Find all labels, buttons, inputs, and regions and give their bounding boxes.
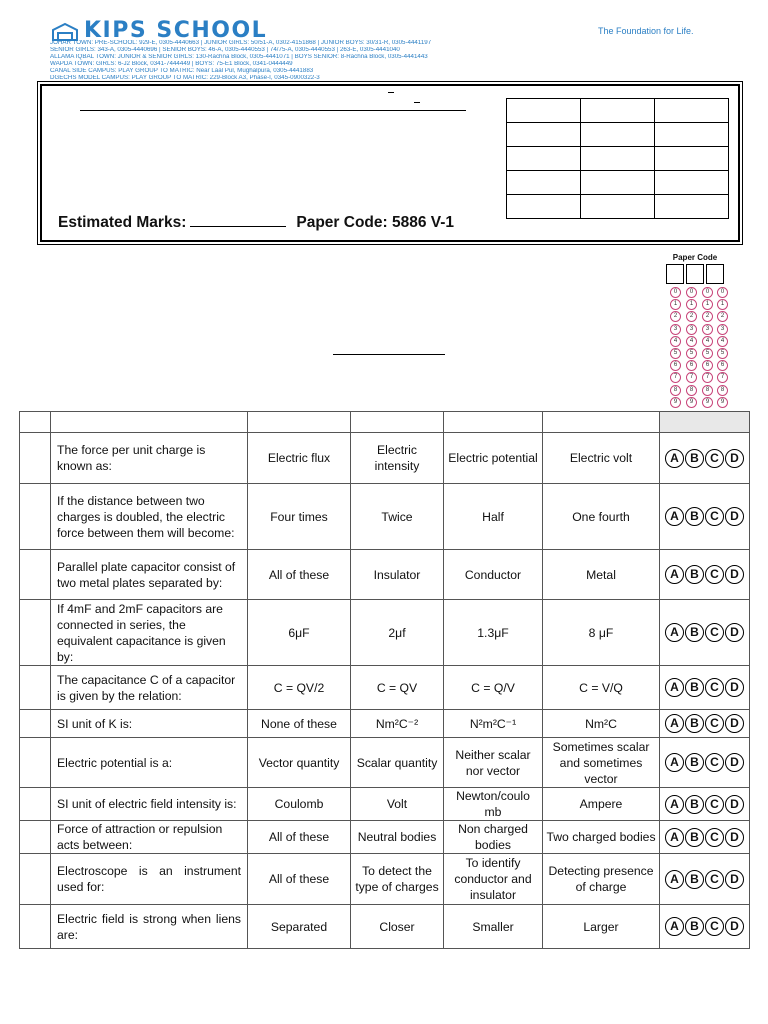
paper-code-bubble[interactable]: 1 xyxy=(717,299,728,310)
option-d: Detecting presence of charge xyxy=(543,854,660,905)
answer-bubble-d[interactable]: D xyxy=(725,507,744,526)
paper-code-bubble[interactable]: 9 xyxy=(717,397,728,408)
estimated-marks-blank[interactable] xyxy=(190,226,286,227)
answer-bubbles xyxy=(660,666,750,710)
paper-code-bubble[interactable]: 6 xyxy=(670,360,681,371)
question-text: If the distance between two charges is doubled, the electric force between them will become: xyxy=(51,484,248,550)
option-b: Scalar quantity xyxy=(351,738,444,788)
question-row xyxy=(20,738,750,788)
answer-bubble-a[interactable]: A xyxy=(665,917,684,936)
option-b: Volt xyxy=(351,788,444,821)
option-b: To detect the type of charges xyxy=(351,854,444,905)
answer-bubble-a[interactable]: A xyxy=(665,753,684,772)
answer-bubble-c[interactable]: C xyxy=(705,753,724,772)
answer-bubble-d[interactable]: D xyxy=(725,565,744,584)
paper-code-bubble[interactable]: 8 xyxy=(717,385,728,396)
answer-bubble-b[interactable]: B xyxy=(685,753,704,772)
answer-bubble-a[interactable]: A xyxy=(665,828,684,847)
option-a: All of these xyxy=(248,821,351,854)
paper-code-bubble[interactable]: 7 xyxy=(717,372,728,383)
paper-code-bubble[interactable]: 5 xyxy=(717,348,728,359)
question-text: If 4mF and 2mF capacitors are connected in series, the equivalent capacitance is given by: xyxy=(51,600,248,666)
option-d: Sometimes scalar and sometimes vector xyxy=(543,738,660,788)
mcq-table xyxy=(19,411,750,949)
answer-bubble-a[interactable]: A xyxy=(665,678,684,697)
question-row xyxy=(20,710,750,738)
divider xyxy=(414,102,420,103)
answer-bubbles xyxy=(660,738,750,788)
paper-code-bubble[interactable]: 6 xyxy=(702,360,713,371)
option-b: Twice xyxy=(351,484,444,550)
answer-bubble-b[interactable]: B xyxy=(685,714,704,733)
question-row xyxy=(20,905,750,949)
answer-bubble-c[interactable]: C xyxy=(705,623,724,642)
answer-bubbles xyxy=(660,821,750,854)
question-number-cell xyxy=(20,666,51,710)
paper-code-label: Paper Code: 5886 V-1 xyxy=(296,214,455,231)
option-c: Neither scalar nor vector xyxy=(444,738,543,788)
answer-bubble-c[interactable]: C xyxy=(705,828,724,847)
option-a: Vector quantity xyxy=(248,738,351,788)
paper-code-bubble[interactable]: 5 xyxy=(686,348,697,359)
option-d: 8 μF xyxy=(543,600,660,666)
address-line: ALLAMA IQBAL TOWN: JUNIOR & SENIOR GIRLS: 130-Rachna Block, 0305-4441071 | BOYS SENIOR: 8-Rachna Block, 0305-4441443 xyxy=(50,54,428,60)
answer-bubble-b[interactable]: B xyxy=(685,678,704,697)
option-b: 2μf xyxy=(351,600,444,666)
answer-bubble-a[interactable]: A xyxy=(665,449,684,468)
paper-code-bubble[interactable]: 7 xyxy=(686,372,697,383)
option-b: Insulator xyxy=(351,550,444,600)
question-text: Force of attraction or repulsion acts between: xyxy=(51,821,248,854)
paper-code-bubble[interactable]: 5 xyxy=(670,348,681,359)
answer-bubbles xyxy=(660,710,750,738)
paper-code-bubble[interactable]: 1 xyxy=(702,299,713,310)
address-line: DGECHS MODEL CAMPUS: PLAY GROUP TO MATRIC: 229-Block A3, Phase-I, 0345-0900322-3 xyxy=(50,75,320,81)
option-a: C = QV/2 xyxy=(248,666,351,710)
option-c: C = Q/V xyxy=(444,666,543,710)
paper-code-bubble[interactable]: 1 xyxy=(670,299,681,310)
paper-code-bubble[interactable]: 0 xyxy=(670,287,681,298)
question-number-cell xyxy=(20,821,51,854)
option-d: Metal xyxy=(543,550,660,600)
table-header-row xyxy=(20,412,750,433)
paper-code-digit-box[interactable] xyxy=(686,264,704,284)
paper-code-bubble[interactable]: 2 xyxy=(717,311,728,322)
answer-bubble-d[interactable]: D xyxy=(725,828,744,847)
paper-code-bubble[interactable]: 2 xyxy=(686,311,697,322)
address-line: CANAL SIDE CAMPUS: PLAY GROUP TO MATRIC: Near Laal Pul, Mughalpura, 0305-4441883 xyxy=(50,68,314,74)
paper-code-bubble[interactable]: 7 xyxy=(702,372,713,383)
option-d: Two charged bodies xyxy=(543,821,660,854)
answer-bubble-c[interactable]: C xyxy=(705,795,724,814)
student-info-box xyxy=(40,84,740,242)
question-text: SI unit of K is: xyxy=(51,710,248,738)
answer-bubble-d[interactable]: D xyxy=(725,753,744,772)
school-name: KIPS SCHOOL xyxy=(84,18,268,43)
answer-bubble-a[interactable]: A xyxy=(665,714,684,733)
option-d: Nm²C xyxy=(543,710,660,738)
question-number-cell xyxy=(20,550,51,600)
option-b: Closer xyxy=(351,905,444,949)
answer-bubble-a[interactable]: A xyxy=(665,623,684,642)
option-d: Electric volt xyxy=(543,433,660,484)
paper-code-bubble[interactable]: 9 xyxy=(670,397,681,408)
paper-code-bubble[interactable]: 9 xyxy=(686,397,697,408)
school-logo-icon xyxy=(50,22,80,42)
option-a: All of these xyxy=(248,854,351,905)
paper-code-bubble[interactable]: 6 xyxy=(717,360,728,371)
answer-bubble-d[interactable]: D xyxy=(725,795,744,814)
paper-code-bubble[interactable]: 3 xyxy=(717,324,728,335)
option-a: All of these xyxy=(248,550,351,600)
option-b: Nm²C⁻² xyxy=(351,710,444,738)
paper-code-bubble[interactable]: 7 xyxy=(670,372,681,383)
question-number-cell xyxy=(20,854,51,905)
answer-bubble-d[interactable]: D xyxy=(725,678,744,697)
answer-bubble-a[interactable]: A xyxy=(665,795,684,814)
option-a: Electric flux xyxy=(248,433,351,484)
question-text: Electric field is strong when liens are: xyxy=(51,905,248,949)
answer-bubble-c[interactable]: C xyxy=(705,678,724,697)
option-a: Coulomb xyxy=(248,788,351,821)
paper-code-bubble[interactable]: 2 xyxy=(670,311,681,322)
question-number-cell xyxy=(20,600,51,666)
option-a: Separated xyxy=(248,905,351,949)
paper-code-bubble-sheet xyxy=(662,253,728,411)
question-row xyxy=(20,666,750,710)
question-number-cell xyxy=(20,433,51,484)
answer-bubble-a[interactable]: A xyxy=(665,507,684,526)
answer-bubble-d[interactable]: D xyxy=(725,917,744,936)
answer-bubble-b[interactable]: B xyxy=(685,507,704,526)
answer-bubbles xyxy=(660,550,750,600)
answer-bubble-c[interactable]: C xyxy=(705,917,724,936)
question-number-cell xyxy=(20,788,51,821)
answer-bubbles xyxy=(660,433,750,484)
option-b: Electric intensity xyxy=(351,433,444,484)
answer-bubble-b[interactable]: B xyxy=(685,795,704,814)
answer-bubble-b[interactable]: B xyxy=(685,870,704,889)
paper-code-title: Paper Code xyxy=(672,253,718,262)
question-row xyxy=(20,788,750,821)
question-text: SI unit of electric field intensity is: xyxy=(51,788,248,821)
answer-bubble-c[interactable]: C xyxy=(705,507,724,526)
answer-bubbles xyxy=(660,600,750,666)
address-line: JOHAR TOWN: PRE-SCHOOL: 929-E, 0305-4440663 | JUNIOR GIRLS: 50/51-A, 0302-4151868 | JUNIOR BOYS: 30/31-R, 0305-4441197 xyxy=(50,40,432,46)
option-b: C = QV xyxy=(351,666,444,710)
paper-code-bubble[interactable]: 2 xyxy=(702,311,713,322)
paper-code-bubble[interactable]: 0 xyxy=(717,287,728,298)
answer-bubble-d[interactable]: D xyxy=(725,714,744,733)
estimated-marks-label: Estimated Marks: xyxy=(58,214,187,231)
answer-bubble-c[interactable]: C xyxy=(705,565,724,584)
question-row xyxy=(20,550,750,600)
marks-row xyxy=(58,214,454,232)
option-c: Smaller xyxy=(444,905,543,949)
question-number-cell xyxy=(20,738,51,788)
option-c: Newton/coulo mb xyxy=(444,788,543,821)
option-c: To identify conductor and insulator xyxy=(444,854,543,905)
answer-bubble-d[interactable]: D xyxy=(725,623,744,642)
option-c: Electric potential xyxy=(444,433,543,484)
address-line: SENIOR GIRLS: 343-A, 0305-4440696 | SENIOR BOYS: 46-A, 0305-4440553 | 74/75-A, 0305-4440553 | 263-E, 0305-4441040 xyxy=(50,47,400,53)
option-c: Conductor xyxy=(444,550,543,600)
question-row xyxy=(20,854,750,905)
option-d: One fourth xyxy=(543,484,660,550)
paper-code-bubble[interactable]: 8 xyxy=(670,385,681,396)
paper-code-bubble[interactable]: 4 xyxy=(686,336,697,347)
paper-code-bubble[interactable]: 8 xyxy=(686,385,697,396)
paper-code-bubble[interactable]: 3 xyxy=(670,324,681,335)
question-text: Electroscope is an instrument used for: xyxy=(51,854,248,905)
paper-code-bubble[interactable]: 4 xyxy=(702,336,713,347)
answer-bubble-b[interactable]: B xyxy=(685,449,704,468)
paper-code-bubble[interactable]: 6 xyxy=(686,360,697,371)
question-row xyxy=(20,600,750,666)
answer-bubbles xyxy=(660,854,750,905)
question-number-cell xyxy=(20,484,51,550)
option-a: 6μF xyxy=(248,600,351,666)
paper-code-digit-box[interactable] xyxy=(706,264,724,284)
paper-code-bubble[interactable]: 3 xyxy=(686,324,697,335)
school-tagline: The Foundation for Life. xyxy=(598,26,694,36)
option-a: None of these xyxy=(248,710,351,738)
paper-code-bubble[interactable]: 8 xyxy=(702,385,713,396)
address-line: WAPDA TOWN: GIRLS: 6-J2 Block, 0341-7444449 | BOYS: 75-E1 Block, 0341-0444449 xyxy=(50,61,293,67)
answer-bubble-c[interactable]: C xyxy=(705,449,724,468)
paper-code-bubble[interactable]: 4 xyxy=(717,336,728,347)
answer-bubble-b[interactable]: B xyxy=(685,828,704,847)
answer-bubble-d[interactable]: D xyxy=(725,449,744,468)
paper-code-bubble[interactable]: 0 xyxy=(686,287,697,298)
divider xyxy=(388,92,394,93)
name-line[interactable] xyxy=(80,110,466,111)
question-text: The capacitance C of a capacitor is given by the relation: xyxy=(51,666,248,710)
school-header xyxy=(0,0,768,80)
section-title-line xyxy=(333,354,445,355)
paper-code-digit-box[interactable] xyxy=(666,264,684,284)
answer-bubble-c[interactable]: C xyxy=(705,714,724,733)
question-row xyxy=(20,433,750,484)
question-row xyxy=(20,484,750,550)
question-number-cell xyxy=(20,905,51,949)
option-c: N²m²C⁻¹ xyxy=(444,710,543,738)
marks-grid xyxy=(506,98,729,219)
option-d: Larger xyxy=(543,905,660,949)
question-text: Electric potential is a: xyxy=(51,738,248,788)
question-number-cell xyxy=(20,710,51,738)
question-row xyxy=(20,821,750,854)
option-a: Four times xyxy=(248,484,351,550)
answer-bubbles xyxy=(660,788,750,821)
paper-code-bubble[interactable]: 3 xyxy=(702,324,713,335)
answer-bubble-b[interactable]: B xyxy=(685,623,704,642)
answer-bubble-b[interactable]: B xyxy=(685,917,704,936)
answer-bubbles xyxy=(660,905,750,949)
paper-code-bubble[interactable]: 4 xyxy=(670,336,681,347)
answer-bubble-d[interactable]: D xyxy=(725,870,744,889)
answer-bubble-a[interactable]: A xyxy=(665,565,684,584)
paper-code-bubble[interactable]: 9 xyxy=(702,397,713,408)
option-c: 1.3μF xyxy=(444,600,543,666)
option-c: Half xyxy=(444,484,543,550)
option-b: Neutral bodies xyxy=(351,821,444,854)
paper-code-bubble[interactable]: 5 xyxy=(702,348,713,359)
option-d: C = V/Q xyxy=(543,666,660,710)
paper-code-bubble[interactable]: 1 xyxy=(686,299,697,310)
answer-bubble-c[interactable]: C xyxy=(705,870,724,889)
answer-bubble-a[interactable]: A xyxy=(665,870,684,889)
question-text: Parallel plate capacitor consist of two metal plates separated by: xyxy=(51,550,248,600)
option-d: Ampere xyxy=(543,788,660,821)
answer-bubble-b[interactable]: B xyxy=(685,565,704,584)
option-c: Non charged bodies xyxy=(444,821,543,854)
paper-code-bubble[interactable]: 0 xyxy=(702,287,713,298)
answer-bubbles xyxy=(660,484,750,550)
question-text: The force per unit charge is known as: xyxy=(51,433,248,484)
